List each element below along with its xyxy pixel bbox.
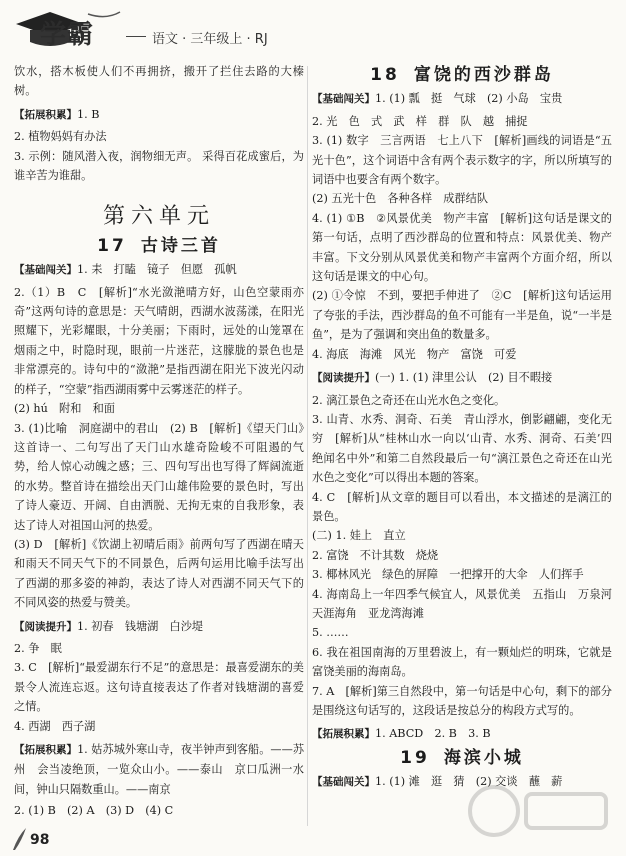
- section-tag: 【拓展积累】: [312, 728, 375, 741]
- page-header: [0, 0, 626, 58]
- section-tag: 【阅读提升】: [14, 620, 77, 633]
- answer-paragraph: (2) 五光十色 各种各样 成群结队: [312, 192, 489, 206]
- section-tag: 【基础闯关】: [312, 93, 375, 106]
- section-answer: [14, 260, 304, 280]
- pen-icon: [10, 826, 28, 852]
- answer-paragraph: 4. 海南岛上一年四季气候宜人，风景优美 五指山 万泉河 天涯海角 亚龙湾海滩: [312, 587, 624, 620]
- answer-paragraph: 2. 植物妈妈有办法: [14, 130, 107, 144]
- section-answer: [14, 105, 304, 125]
- section-tag: 【拓展积累】: [14, 108, 77, 121]
- section-tag: 【拓展积累】: [14, 744, 78, 756]
- answer-paragraph: (2) ①令惊 不到，要把手伸进了 ②C [解析]这句话运用了夸张的手法，西沙群岛的鱼不可能有一半是鱼，说“一半是鱼”，是为了强调和突出鱼的数量多。: [312, 289, 612, 342]
- left-column: [14, 62, 304, 821]
- answer-paragraph: (二) 1. 娃上 直立: [312, 529, 406, 543]
- lesson-name: 富饶的西沙群岛: [413, 65, 554, 85]
- section-tag: 【阅读提升】: [312, 372, 375, 385]
- section-answer: [312, 368, 612, 388]
- answer-paragraph: 3. 山青、水秀、洞奇、石美 青山浮水，倒影翩翩，变化无穷 [解析]从“桂林山水一向以‘山青、水秀、洞奇、石美’四绝闻名中外”和第二自然段最后一句“漓江景色之奇还在山光水色之变化”可以得出本题的答案。: [312, 412, 612, 485]
- answer-paragraph: 4. (1) ①B ②风景优美 物产丰富 [解析]这句话是课文的第一句话，点明了西沙群岛的位置和特点：风景优美、物产丰富。下文分别从风景优美和物产丰富两个方面介绍，所以这句话是课文的中心句。: [312, 211, 612, 284]
- answer-paragraph: (2) hú 附和 和面: [14, 402, 115, 416]
- unit-heading: 第六单元: [102, 204, 215, 230]
- answer-paragraph: 4. 海底 海滩 风光 物产 富饶 可爱: [312, 347, 517, 361]
- column-divider: [307, 66, 308, 826]
- section-tag: 【基础闯关】: [14, 264, 77, 277]
- section-answer: [14, 617, 304, 637]
- header-rule: [126, 36, 146, 37]
- lesson-title: [312, 749, 612, 768]
- answer-paragraph: 3. (1)比喻 洞庭湖中的君山 (2) B [解析]《望天门山》这首诗一、二句写出了天门山水雄奇险峻不可阻遏的气势，给人惊心动魄之感；三、四句写出也写得了辉阔流逝的水势。整首诗在描绘出天门山雄伟险要的景色时，写出了诗人豪迈、开阔、自由洒脱、无拘无束的自我形象，表达了诗人对祖国山河的热爱。: [14, 421, 304, 532]
- right-column: [312, 62, 624, 795]
- lesson-number: 17: [97, 235, 127, 256]
- answer-text: 1. 姑苏城外寒山寺，夜半钟声到客船。——苏州 会当凌绝顶，一览众山小。——泰山 京口瓜洲一水间，钟山只隔数重山。——南京: [14, 743, 305, 796]
- answer-paragraph: 4. 西湖 西子湖: [14, 719, 96, 733]
- answer-paragraph: 3. 椰林风光 绿色的屏障 一把撑开的大伞 人们挥手: [312, 568, 584, 582]
- answer-text: 1. (1) 瓢 挺 气球 (2) 小岛 宝贵: [375, 92, 563, 106]
- answer-text: 1. 初春 钱塘湖 白沙堤: [77, 619, 204, 633]
- answer-paragraph: 2. (1) B (2) A (3) D (4) C: [14, 804, 174, 818]
- lesson-name: 古诗三首: [140, 235, 221, 256]
- section-answer: [312, 724, 612, 744]
- answer-paragraph: 4. C [解析]从文章的题目可以看出，本文描述的是漓江的景色。: [312, 490, 612, 523]
- brand-logo-text: 学霸: [40, 20, 95, 50]
- header-title: 语文 · 三年级上 · RJ: [152, 32, 268, 47]
- answer-paragraph: 2. 富饶 不计其数 烧烧: [312, 548, 439, 562]
- answer-text: 1. ABCD 2. B 3. B: [375, 727, 491, 741]
- page-number: 98: [30, 832, 50, 848]
- answer-text: 1. 耒 打瞌 镜子 但愿 孤帆: [77, 263, 237, 277]
- answer-paragraph: 2. 漓江景色之奇还在山光水色之变化。: [312, 393, 506, 407]
- answer-paragraph: 2. 光 色 式 武 样 群 队 越 捕捉: [312, 114, 528, 128]
- answer-paragraph: 5. ……: [312, 626, 349, 640]
- answer-paragraph: 2. 争 眠: [14, 641, 62, 655]
- answer-paragraph: 7. A [解析]第三自然段中，第一句话是中心句，剩下的部分是围绕这句话写的，这段话是按总分的构段方式写的。: [312, 684, 612, 717]
- answer-text: 1. B: [77, 107, 100, 121]
- answer-paragraph: 3. (1) 数字 三言两语 七上八下 [解析]画线的词语是“五光十色”，这个词语中含有两个表示数字的字，所以所填写的词语中也要含有两个数字。: [312, 134, 612, 187]
- section-tag: 【基础闯关】: [312, 776, 375, 789]
- lesson-number: 19: [400, 747, 430, 768]
- answer-text: (一) 1. (1) 津里公认 (2) 目不暇接: [375, 371, 553, 385]
- answer-paragraph: (3) D [解析]《饮湖上初晴后雨》前两句写了西湖在晴天和雨天不同天气下的不同景色，后两句运用比喻手法写出了西湖的那多姿的神韵，表达了诗人对西湖不同天气下的不同风姿的热爱与赞美。: [14, 537, 304, 610]
- lesson-title: [14, 237, 304, 256]
- lesson-name: 海滨小城: [443, 747, 524, 768]
- answer-paragraph: 2.（1）B C [解析]“水光潋滟晴方好，山色空蒙雨亦奇”这两句诗的意思是：天气晴朗，西湖水波荡漾，在阳光照耀下，光彩耀眼，十分美丽；下雨时，远处的山笼罩在烟雨之中，时隐时现，眼前一片迷茫，这朦胧的景色也是非常漂亮的。诗句中的“潋滟”是指西湖在阳光下波光闪动的样子，“空蒙”指西湖雨雾中云雾迷茫的样子。: [14, 285, 304, 396]
- watermark-icon: [464, 776, 614, 846]
- answer-paragraph: 3. C [解析]“最爱湖东行不足”的意思是：最喜爱湖东的美景令人流连忘返。这句诗直接表达了作者对钱塘湖的喜爱之情。: [14, 661, 304, 714]
- answer-paragraph: 3. 示例：随风潜入夜，润物细无声。 采得百花成蜜后，为谁辛苦为谁甜。: [14, 149, 304, 183]
- lesson-title: [312, 66, 612, 85]
- lesson-number: 18: [370, 65, 400, 85]
- section-answer: [312, 89, 612, 109]
- answer-paragraph: 6. 我在祖国南海的万里碧波上，有一颗灿烂的明珠，它就是富饶美丽的海南岛。: [312, 645, 612, 679]
- answer-text: 1. (1) 滩 逛 猜 (2) 交谈 蘸 薪: [375, 775, 563, 789]
- section-answer: [14, 740, 304, 799]
- answer-paragraph: 饮水，搭木板使人们不再拥挤，搬开了拦住去路的大榛树。: [14, 65, 304, 98]
